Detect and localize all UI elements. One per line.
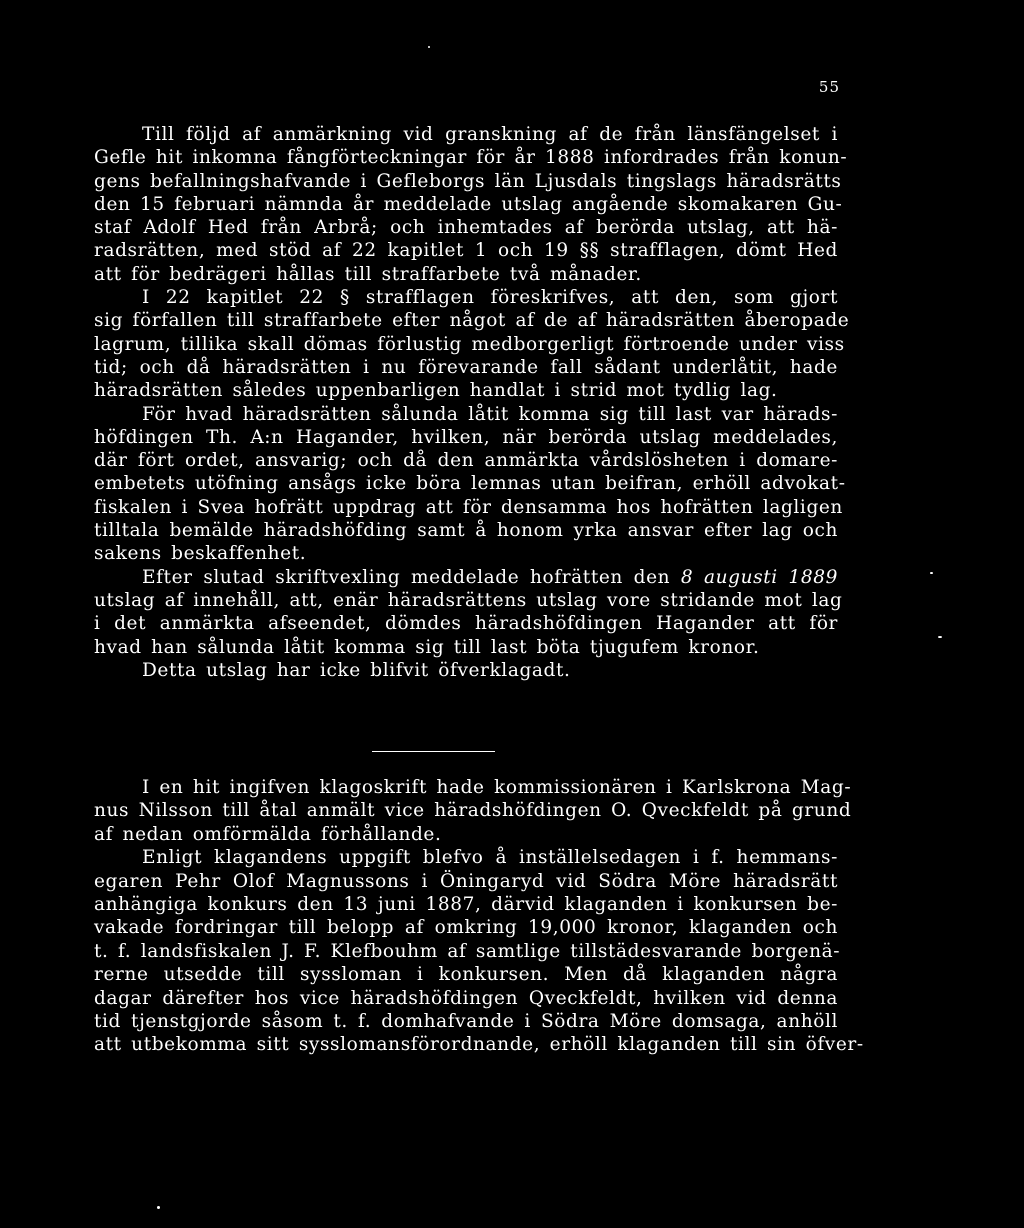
- text-line: [94, 566, 838, 589]
- section-divider: [372, 751, 495, 752]
- text-line: höfdingen Th. A:n Hagander, hvilken, när berörda utslag meddelades,: [94, 426, 838, 448]
- section-hagander: [94, 123, 850, 682]
- text-line: I en hit ingifven klagoskrift hade kommissionären i Karlskrona Mag-: [142, 777, 852, 798]
- text-line: gens befallningshafvande i Gefleborgs län Ljusdals tingslags häradsrätts: [94, 170, 842, 192]
- text-line: t. f. landsfiskalen J. F. Klefbouhm af samtlige tillstädesvarande borgenä-: [94, 940, 841, 962]
- paragraph-ej-overklagat: [94, 659, 838, 682]
- text-line: att för bedrägeri hållas till straffarbete två månader.: [94, 263, 642, 285]
- text-line: egaren Pehr Olof Magnussons i Öningaryd vid Södra Möre häradsrätt: [94, 870, 838, 892]
- text-line: hvad han sålunda låtit komma sig till last böta tjugufem kronor.: [94, 636, 760, 658]
- paragraph-hofratten-utslag: [94, 566, 843, 659]
- text-line: Till följd af anmärkning vid granskning af de från länsfängelset i: [142, 124, 838, 145]
- text-line: anhängiga konkurs den 13 juni 1887, därvid klaganden i konkursen be-: [94, 894, 838, 916]
- text-line: dagar därefter hos vice häradshöfdingen Qveckfeldt, hvilken vid denna: [94, 987, 838, 1009]
- scan-speck: [938, 636, 942, 638]
- text-line: nus Nilsson till åtal anmält vice häradshöfdingen O. Qveckfeldt på grund: [94, 800, 852, 822]
- text-line: Gefle hit inkomna fångförteckningar för år 1888 infordrades från konun-: [94, 147, 848, 169]
- text-line: fiskalen i Svea hofrätt uppdrag att för densamma hos hofrätten lagligen: [94, 496, 843, 518]
- scan-speck: [428, 46, 430, 48]
- text-line: i det anmärkta afseendet, dömdes häradshöfdingen Hagander att för: [94, 613, 838, 635]
- text-line: staf Adolf Hed från Arbrå; och inhemtades af berörda utslag, att hä-: [94, 217, 838, 239]
- paragraph-strafflagen: [94, 286, 850, 402]
- text-line: vakade fordringar till belopp af omkring 19,000 kronor, klaganden och: [94, 917, 838, 939]
- text-line-prefix: Efter slutad skriftvexling meddelade hofrätten den: [142, 566, 681, 588]
- section-qveckfeldt: [94, 776, 864, 1057]
- text-line: sakens beskaffenhet.: [94, 543, 307, 565]
- text-line: af nedan omförmälda förhållande.: [94, 823, 442, 845]
- text-line: att utbekomma sitt sysslomansförordnande, erhöll klaganden till sin öfver-: [94, 1034, 864, 1056]
- scan-speck: [157, 1206, 160, 1209]
- text-line: För hvad häradsrätten sålunda låtit komma sig till last var härads-: [142, 403, 838, 425]
- text-line: rerne utsedde till syssloman i konkursen. Men då klaganden några: [94, 964, 838, 986]
- text-line: tilltala bemälde häradshöfding samt å honom yrka ansvar efter lag och: [94, 520, 838, 542]
- text-line: lagrum, tillika skall dömas förlustig medborgerligt förtroende under viss: [94, 333, 845, 355]
- text-line: tid; och då häradsrätten i nu förevarande fall sådant underlåtit, hade: [94, 356, 838, 378]
- text-line: där fört ordet, ansvarig; och då den anmärkta vårdslösheten i domare-: [94, 450, 838, 472]
- text-line: den 15 februari nämnda år meddelade utslag angående skomakaren Gu-: [94, 193, 843, 215]
- page-number: 55: [818, 78, 840, 96]
- text-line: tid tjenstgjorde såsom t. f. domhafvande i Södra Möre domsaga, anhöll: [94, 1011, 838, 1033]
- text-line: häradsrätten således uppenbarligen handlat i strid mot tydlig lag.: [94, 380, 778, 402]
- paragraph-klagandens-uppgift: [94, 846, 864, 1057]
- text-line: embetets utöfning ansågs icke böra lemnas utan beifran, erhöll advokat-: [94, 473, 846, 495]
- text-line: Enligt klagandens uppgift blefvo å inställelsedagen i f. hemmans-: [142, 847, 838, 869]
- italic-date: 8 augusti 1889: [680, 566, 838, 588]
- text-line: utslag af innehåll, att, enär häradsrättens utslag vore stridande mot lag: [94, 589, 843, 611]
- text-line: I 22 kapitlet 22 § strafflagen föreskrifves, att den, som gjort: [142, 287, 838, 309]
- text-line: sig förfallen till straffarbete efter något af de af häradsrätten åberopade: [94, 310, 850, 332]
- text-line: radsrätten, med stöd af 22 kapitlet 1 och 19 §§ strafflagen, dömt Hed: [94, 240, 838, 262]
- text-line: Detta utslag har icke blifvit öfverklagadt.: [142, 659, 571, 681]
- paragraph-hed-case: [94, 123, 848, 286]
- paragraph-haradshofding: [94, 403, 846, 566]
- paragraph-klagoskrift: [94, 776, 852, 846]
- scan-speck: [930, 572, 933, 574]
